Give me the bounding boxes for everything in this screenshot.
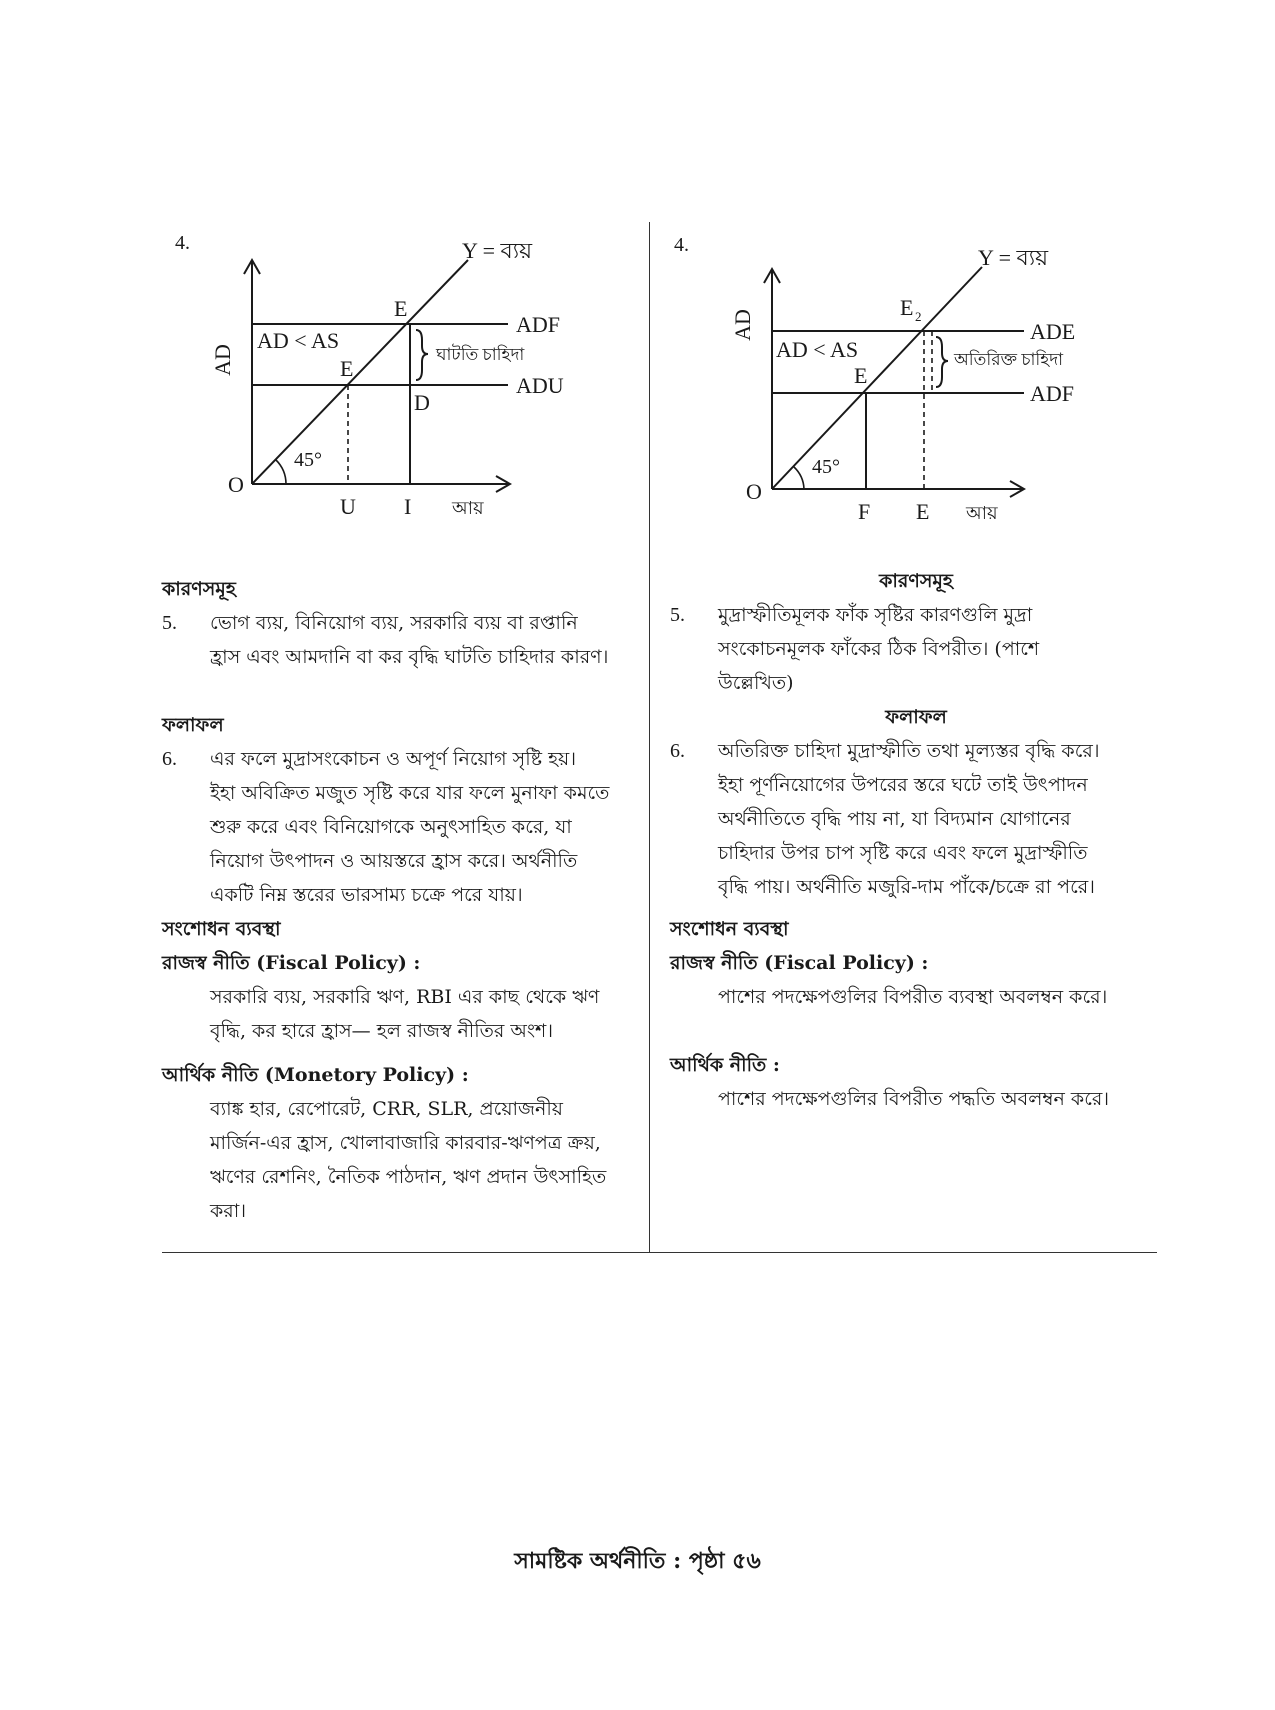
left-point-e-top: E (394, 296, 408, 321)
left-monetary-line: ব্যাঙ্ক হার, রেপোরেট, CRR, SLR, প্রয়োজনীয় (210, 1098, 563, 1120)
left-origin: O (228, 472, 244, 497)
right-angle-label: 45° (812, 456, 840, 478)
left-item-6 (162, 742, 638, 912)
left-item-5-line: ভোগ ব্যয়, বিনিয়োগ ব্যয়, সরকারি ব্যয় বা রপ্তানি (210, 612, 578, 634)
right-text-block (670, 564, 1162, 1116)
right-condition-label: AD < AS (776, 337, 859, 362)
right-item-5-line: মুদ্রাস্ফীতিমূলক ফাঁক সৃষ্টির কারণগুলি মুদ্রা (718, 604, 1033, 626)
right-x-e: E (916, 499, 930, 524)
right-45-line-label: Y = ব্যয় (978, 245, 1049, 270)
left-fiscal-line: সরকারি ব্যয়, সরকারি ঋণ, RBI এর কাছ থেকে ঋণ (210, 986, 600, 1008)
left-fiscal-line: বৃদ্ধি, কর হারে হ্রাস— হল রাজস্ব নীতির অংশ। (210, 1020, 554, 1042)
left-item-6-line: এর ফলে মুদ্রাসংকোচন ও অপূর্ণ নিয়োগ সৃষ্টি হয়। (210, 748, 577, 770)
right-item-5 (670, 598, 1162, 700)
left-item-5 (162, 606, 638, 674)
left-45-line-label: Y = ব্যয় (462, 240, 533, 263)
right-point-e: E (854, 363, 868, 388)
left-figure-number: 4. (175, 232, 190, 254)
right-item-6-line: চাহিদার উপর চাপ সৃষ্টি করে এবং ফলে মুদ্রাস্ফীতি (718, 842, 1088, 864)
right-origin: O (746, 479, 762, 504)
left-angle-label: 45° (294, 449, 322, 471)
right-item-6-line: অর্থনীতিতে বৃদ্ধি পায় না, যা বিদ্যমান যোগানের (718, 808, 1071, 830)
left-monetary-heading: আর্থিক নীতি (Monetory Policy) : (162, 1064, 469, 1086)
right-causes-heading: কারণসমূহ (879, 570, 953, 592)
left-causes-heading: কারণসমূহ (162, 578, 236, 600)
bottom-rule (162, 1252, 1157, 1253)
left-result-heading: ফলাফল (162, 714, 224, 736)
left-item-6-line: নিয়োগ উৎপাদন ও আয়স্তরে হ্রাস করে। অর্থনীতি (210, 850, 578, 872)
left-angle-arc (276, 460, 286, 484)
left-fiscal-heading: রাজস্ব নীতি (Fiscal Policy) : (162, 952, 421, 974)
left-fiscal-body (162, 980, 638, 1048)
left-condition-label: AD < AS (257, 328, 340, 353)
right-brace (936, 337, 948, 387)
right-item-5-line: সংকোচনমূলক ফাঁকের ঠিক বিপরীত। (পাশে (718, 638, 1040, 660)
right-45-degree-line (772, 267, 982, 489)
right-excess-demand-graph (720, 245, 1150, 535)
right-x-f: F (858, 499, 871, 524)
left-correction-heading: সংশোধন ব্যবস্থা (162, 918, 281, 940)
right-fiscal-body (670, 980, 1162, 1014)
left-x-axis-label: আয় (452, 498, 484, 518)
left-adu-label: ADU (516, 373, 564, 398)
left-item-6-line: একটি নিম্ন স্তরের ভারসাম্য চক্রে পরে যায়। (210, 884, 523, 906)
left-point-d: D (414, 390, 430, 415)
left-monetary-line: ঋণের রেশনিং, নৈতিক পাঠদান, ঋণ প্রদান উৎসাহিত (210, 1166, 607, 1188)
right-angle-arc (794, 467, 804, 489)
left-gap-label: ঘাটতি চাহিদা (436, 345, 525, 364)
right-fiscal-heading: রাজস্ব নীতি (Fiscal Policy) : (670, 952, 929, 974)
left-item-6-number: 6. (162, 748, 177, 770)
right-monetary-body (670, 1082, 1162, 1116)
left-brace (416, 330, 428, 380)
left-item-6-line: শুরু করে এবং বিনিয়োগকে অনুৎসাহিত করে, যা (210, 816, 572, 838)
right-point-e2-subscript: 2 (915, 309, 922, 324)
right-result-heading: ফলাফল (885, 706, 947, 728)
left-item-5-line: হ্রাস এবং আমদানি বা কর বৃদ্ধি ঘাটতি চাহিদার কারণ। (210, 646, 609, 668)
right-item-6-line: ইহা পূর্ণনিয়োগের উপরের স্তরে ঘটে তাই উৎপাদন (718, 774, 1088, 796)
right-point-e2: E (900, 295, 914, 320)
right-y-axis-label: AD (730, 309, 755, 341)
right-adf-label: ADF (1030, 381, 1075, 406)
left-y-axis-label: AD (210, 344, 235, 376)
right-correction-heading: সংশোধন ব্যবস্থা (670, 918, 789, 940)
left-item-6-line: ইহা অবিক্রিত মজুত সৃষ্টি করে যার ফলে মুনাফা কমতে (210, 782, 610, 804)
right-ade-label: ADE (1030, 319, 1076, 344)
left-45-degree-line (252, 260, 468, 484)
left-x-i: I (404, 494, 412, 519)
right-gap-label: অতিরিক্ত চাহিদা (954, 350, 1064, 369)
right-x-axis-label: আয় (966, 503, 998, 523)
right-fiscal-line: পাশের পদক্ষেপগুলির বিপরীত ব্যবস্থা অবলম্বন করে। (718, 986, 1108, 1008)
column-divider (649, 222, 650, 1252)
right-item-6-line: বৃদ্ধি পায়। অর্থনীতি মজুরি-দাম পাঁকে/চক্রে রা পরে। (718, 876, 1095, 898)
left-adf-label: ADF (516, 312, 561, 337)
left-text-block (162, 572, 638, 1228)
page-footer: সামষ্টিক অর্থনীতি : পৃষ্ঠা ৫৬ (514, 1548, 761, 1574)
left-monetary-line: করা। (210, 1200, 247, 1222)
right-item-5-line: উল্লেখিত) (718, 672, 794, 694)
right-item-6-number: 6. (670, 740, 685, 762)
right-item-5-number: 5. (670, 604, 685, 626)
left-deficit-demand-graph (200, 240, 620, 530)
left-item-5-number: 5. (162, 612, 177, 634)
left-monetary-body (162, 1092, 638, 1228)
right-figure-number: 4. (674, 234, 689, 256)
left-point-e-mid: E (340, 356, 354, 381)
right-item-6-line: অতিরিক্ত চাহিদা মুদ্রাস্ফীতি তথা মূল্যস্তর বৃদ্ধি করে। (718, 740, 1100, 762)
right-monetary-line: পাশের পদক্ষেপগুলির বিপরীত পদ্ধতি অবলম্বন করে। (718, 1088, 1110, 1110)
left-x-u: U (340, 494, 356, 519)
right-item-6 (670, 734, 1162, 904)
right-monetary-heading: আর্থিক নীতি : (670, 1054, 780, 1076)
left-monetary-line: মার্জিন-এর হ্রাস, খোলাবাজারি কারবার-ঋণপত্র ক্রয়, (210, 1132, 601, 1154)
